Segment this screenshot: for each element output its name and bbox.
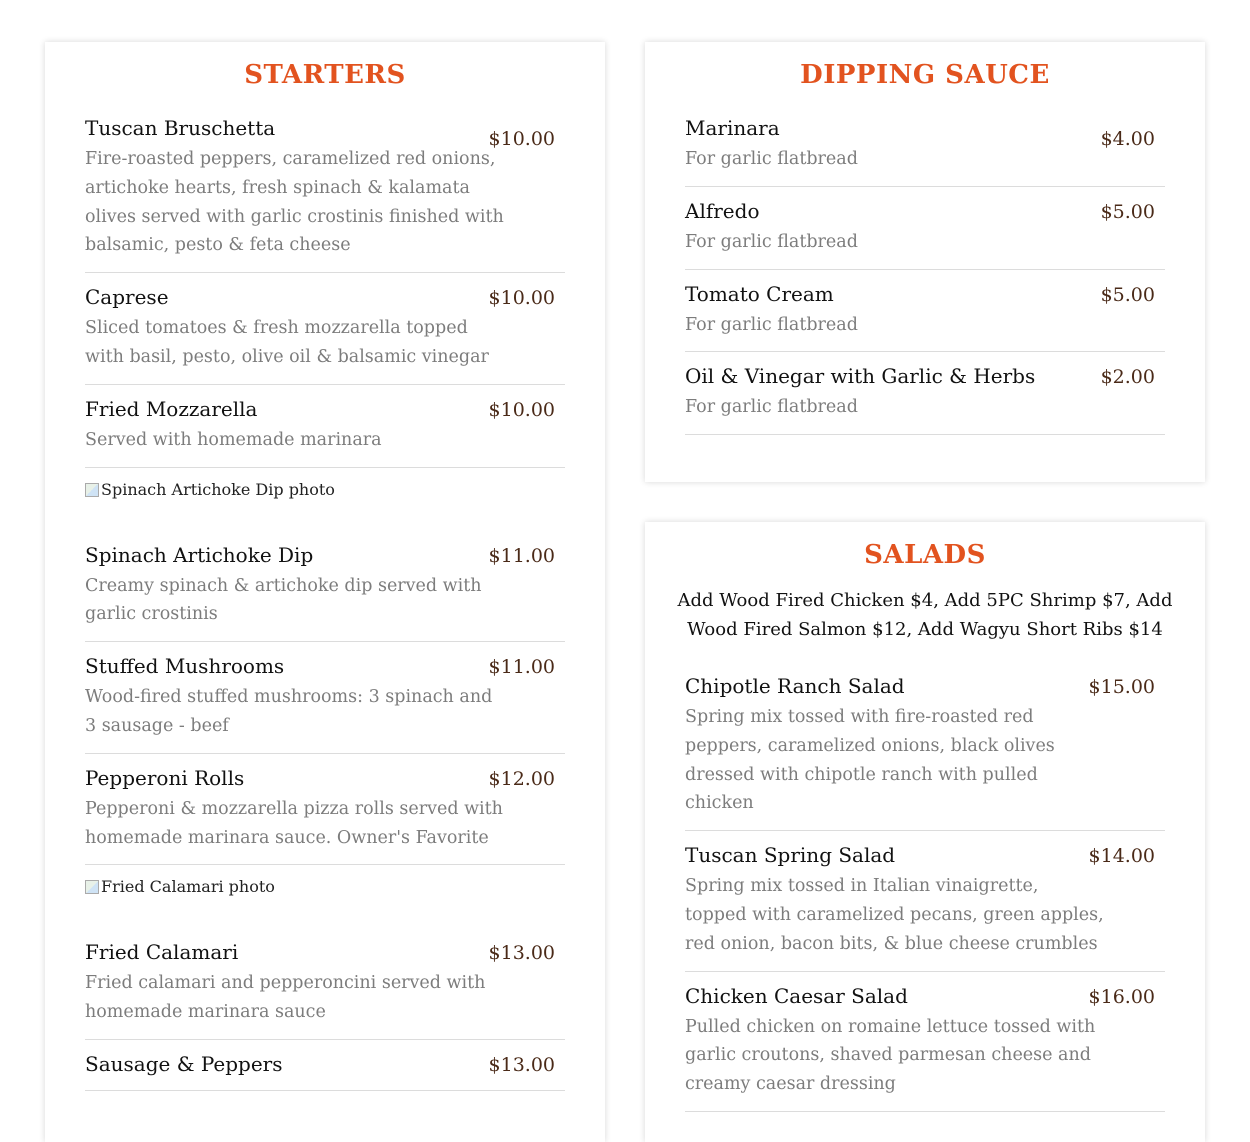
menu-item[interactable]	[685, 662, 1165, 831]
item-name: Fried Mozzarella	[85, 396, 258, 421]
menu-item[interactable]	[685, 352, 1165, 435]
item-name: Caprese	[85, 285, 169, 310]
item-price: $16.00	[1088, 985, 1155, 1008]
item-name: Alfredo	[685, 198, 760, 223]
menu-item[interactable]	[85, 273, 565, 385]
item-photo	[85, 865, 565, 928]
menu-item[interactable]	[85, 642, 565, 754]
item-name: Fried Calamari	[85, 940, 239, 965]
menu-item[interactable]	[685, 831, 1165, 971]
item-price: $13.00	[488, 1053, 555, 1076]
item-price: $15.00	[1088, 676, 1155, 698]
dipping-sauce-section	[645, 42, 1205, 482]
item-description: Wood-fired stuffed mushrooms: 3 spinach and 3 sausage - beef	[85, 687, 493, 736]
item-price: $11.00	[488, 656, 555, 679]
photo-alt-text: Fried Calamari photo	[101, 877, 275, 897]
item-name: Chicken Caesar Salad	[685, 983, 908, 1008]
item-price: $11.00	[488, 544, 555, 567]
photo-alt-text: Spinach Artichoke Dip photo	[101, 479, 335, 499]
item-price: $10.00	[488, 287, 555, 310]
section-title: SALADS	[864, 540, 986, 570]
menu-item[interactable]	[85, 1040, 565, 1091]
item-name: Pepperoni Rolls	[85, 765, 245, 790]
menu-item[interactable]	[685, 114, 1165, 187]
item-description: For garlic flatbread	[685, 231, 858, 252]
item-name: Tomato Cream	[685, 281, 834, 306]
item-description: For garlic flatbread	[685, 149, 858, 169]
menu-item[interactable]	[85, 928, 565, 1040]
item-description: Spring mix tossed in Italian vinaigrette, topped with caramelized pecans, green apples, red onion, bacon bits, & blue cheese crumbles	[685, 876, 1104, 954]
section-title: DIPPING SAUCE	[800, 60, 1050, 90]
menu-item[interactable]	[85, 114, 565, 273]
item-name: Chipotle Ranch Salad	[685, 674, 905, 698]
item-description: Spring mix tossed with fire-roasted red peppers, caramelized onions, black olives dressed with chipotle ranch with pulled chicken	[685, 707, 1055, 814]
item-description: Pulled chicken on romaine lettuce tossed with garlic croutons, shaved parmesan cheese and creamy caesar dressing	[685, 1016, 1096, 1095]
item-price: $14.00	[1088, 845, 1155, 868]
item-name: Oil & Vinegar with Garlic & Herbs	[685, 364, 1036, 389]
menu-item[interactable]	[685, 270, 1165, 353]
item-name: Tuscan Spring Salad	[685, 843, 896, 868]
item-price: $10.00	[488, 128, 555, 150]
menu-item[interactable]	[85, 385, 565, 468]
item-description: Served with homemade marinara	[85, 429, 382, 450]
menu-item[interactable]	[685, 187, 1165, 270]
starters-section	[45, 42, 605, 1142]
broken-image-icon	[85, 880, 99, 894]
item-name: Tuscan Bruschetta	[85, 116, 276, 140]
item-price: $12.00	[488, 767, 555, 790]
item-name: Stuffed Mushrooms	[85, 654, 285, 679]
item-description: Creamy spinach & artichoke dip served with garlic crostinis	[85, 575, 482, 625]
item-price: $2.00	[1100, 366, 1155, 389]
item-description: Pepperoni & mozzarella pizza rolls served with homemade marinara sauce. Owner's Favorite	[85, 798, 503, 848]
item-photo	[85, 468, 565, 531]
item-price: $4.00	[1100, 128, 1155, 150]
salad-add-ons-note: Add Wood Fired Chicken $4, Add 5PC Shrimp $7, Add Wood Fired Salmon $12, Add Wagyu Short Ribs $14	[677, 590, 1173, 640]
broken-image-icon	[85, 483, 99, 497]
item-price: $5.00	[1100, 283, 1155, 306]
menu-item[interactable]	[85, 754, 565, 866]
item-description: Fire-roasted peppers, caramelized red onions, artichoke hearts, fresh spinach & kalamata olives served with garlic crostinis finished with balsamic, pesto & feta cheese	[85, 149, 504, 256]
item-name: Spinach Artichoke Dip	[85, 542, 314, 567]
menu-item[interactable]	[685, 972, 1165, 1112]
section-title: STARTERS	[244, 60, 406, 90]
item-description: Fried calamari and pepperoncini served with homemade marinara sauce	[85, 973, 486, 1023]
item-name: Marinara	[685, 116, 780, 140]
item-price: $10.00	[488, 398, 555, 421]
item-name: Sausage & Peppers	[85, 1051, 283, 1076]
item-description: For garlic flatbread	[685, 397, 858, 418]
menu-item[interactable]	[85, 531, 565, 643]
item-price: $5.00	[1100, 200, 1155, 223]
item-description: Sliced tomatoes & fresh mozzarella topped with basil, pesto, olive oil & balsamic vinegar	[85, 318, 489, 367]
item-description: For garlic flatbread	[685, 314, 858, 335]
item-price: $13.00	[488, 942, 555, 965]
salads-section	[645, 522, 1205, 1142]
